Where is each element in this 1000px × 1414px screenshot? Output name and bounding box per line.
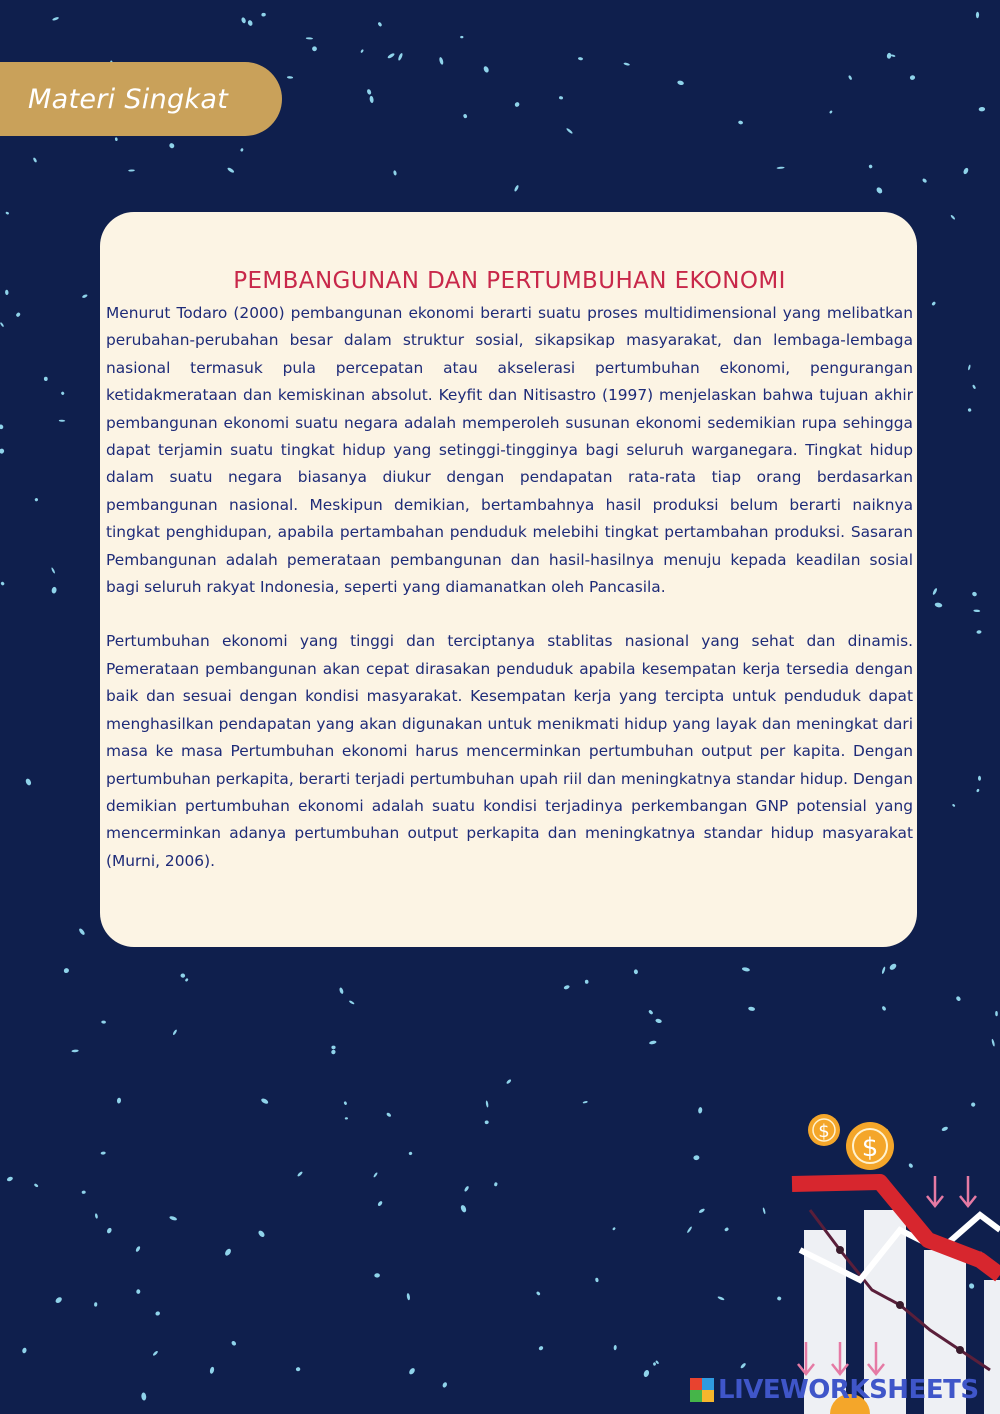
- speckle-dot: [224, 1248, 232, 1257]
- speckle-dot: [971, 591, 977, 597]
- speckle-dot: [563, 985, 570, 991]
- speckle-dot: [369, 96, 374, 104]
- svg-text:$: $: [861, 1133, 879, 1163]
- speckle-dot: [408, 1367, 416, 1375]
- speckle-dot: [0, 424, 4, 431]
- speckle-dot: [5, 211, 9, 215]
- speckle-dot: [343, 1101, 347, 1105]
- speckle-dot: [976, 630, 981, 634]
- speckle-dot: [724, 1227, 729, 1232]
- paragraph-2: Pertumbuhan ekonomi yang tinggi dan terciptanya stablitas nasional yang sehat dan dinamis. Pemerataan pembangunan akan cepat dirasakan penduduk apabila kesempatan kerja tersedia dengan baik dan sesuai dengan kondisi masyarakat. Kesempatan kerja yang tercipta untuk penduduk dapat menghasilkan pendapatan yang akan digunakan untuk menikmati hidup yang layak dan meningkat dari masa ke masa Pertumbuhan ekonomi harus mencerminkan pertumbuhan output per kapita. Dengan pertumbuhan perkapita, berarti terjadi pertumbuhan upah riil dan meningkatnya standar hidup. Dengan demikian pertumbuhan ekonomi adalah suatu kondisi terjadinya perkembangan GNP potensial yang mencerminkan adanya pertumbuhan output perkapita dan meningkatnya standar hidup masyarakat (Murni, 2006).: [106, 632, 913, 870]
- speckle-dot: [408, 1151, 412, 1155]
- tab-label: Materi Singkat: [28, 83, 229, 115]
- speckle-dot: [439, 57, 444, 65]
- speckle-dot: [514, 101, 520, 107]
- speckle-dot: [978, 776, 981, 781]
- speckle-dot: [387, 52, 395, 59]
- speckle-dot: [950, 214, 956, 220]
- speckle-dot: [648, 1009, 654, 1015]
- speckle-dot: [297, 1171, 303, 1177]
- speckle-dot: [95, 1213, 99, 1219]
- speckle-dot: [172, 1029, 177, 1036]
- speckle-dot: [406, 1293, 410, 1301]
- speckle-dot: [483, 65, 490, 73]
- speckle-dot: [643, 1369, 650, 1378]
- speckle-dot: [374, 1273, 380, 1278]
- speckle-dot: [762, 1207, 766, 1214]
- speckle-dot: [247, 19, 253, 26]
- speckle-dot: [61, 391, 65, 395]
- speckle-dot: [227, 167, 235, 174]
- speckle-dot: [386, 1112, 392, 1118]
- speckle-dot: [117, 1097, 122, 1103]
- speckle-dot: [922, 178, 928, 184]
- liveworksheets-logo: [690, 1378, 714, 1402]
- speckle-dot: [460, 1204, 467, 1213]
- speckle-dot: [634, 969, 639, 974]
- speckle-dot: [393, 170, 397, 176]
- speckle-dot: [209, 1366, 215, 1374]
- speckle-dot: [777, 166, 785, 169]
- speckle-dot: [135, 1246, 141, 1253]
- speckle-dot: [649, 1040, 657, 1045]
- speckle-dot: [886, 53, 891, 59]
- speckle-dot: [377, 1200, 383, 1207]
- speckle-dot: [693, 1155, 699, 1160]
- speckle-dot: [952, 803, 956, 807]
- speckle-dot: [740, 1362, 747, 1369]
- speckle-dot: [59, 420, 65, 422]
- speckle-dot: [141, 1392, 147, 1400]
- speckle-dot: [612, 1227, 616, 1231]
- svg-text:$: $: [818, 1121, 830, 1142]
- speckle-dot: [875, 186, 883, 194]
- speckle-dot: [464, 1185, 470, 1192]
- speckle-dot: [296, 1367, 301, 1372]
- speckle-dot: [514, 185, 520, 192]
- paragraph-1: Menurut Todaro (2000) pembangunan ekonomi berarti suatu proses multidimensional yang melibatkan perubahan-perubahan besar dalam struktur sosial, sikapsikap masyarakat, dan lembaga-lembaga nasional termasuk pula percepatan atau akselerasi pertumbuhan ekonomi, pengurangan ketidakmerataan dan kemiskinan absolut. Keyfit dan Nitisastro (1997) menjelaskan bahwa tujuan akhir pembangunan ekonomi suatu negara adalah memperoleh susunan ekonomi sedemikian rupa sehingga dapat terjamin suatu tingkat hidup yang setinggi-tingginya bagi seluruh warganegara. Tingkat hidup dalam suatu negara biasanya diukur dengan pendapatan rata-rata tiap orang berdasarkan pembangunan nasional. Meskipun demikian, bertambahnya hasil produksi belum berarti naiknya tingkat penghidupan, apabila pertambahan penduduk melebihi tingkat pertambahan produksi. Sasaran Pembangunan adalah pemerataan pembangunan dan hasil-hasilnya menuju kepada keadilan sosial bagi seluruh rakyat Indonesia, seperti yang diamanatkan oleh Pancasila.: [106, 304, 913, 597]
- speckle-dot: [578, 57, 583, 61]
- speckle-dot: [339, 987, 344, 994]
- speckle-dot: [22, 1347, 28, 1353]
- speckle-dot: [106, 1227, 112, 1234]
- speckle-dot: [115, 137, 118, 141]
- speckle-dot: [0, 322, 4, 327]
- speckle-dot: [71, 1049, 78, 1052]
- trend-point: [956, 1346, 964, 1354]
- declining-economy-chart-icon: [780, 1100, 1000, 1414]
- speckle-dot: [655, 1018, 662, 1024]
- speckle-dot: [6, 1176, 13, 1182]
- speckle-dot: [231, 1340, 237, 1346]
- speckle-dot: [331, 1045, 335, 1049]
- speckle-dot: [54, 1296, 62, 1304]
- speckle-dot: [169, 1215, 178, 1221]
- materi-singkat-tab: [0, 62, 282, 136]
- speckle-dot: [595, 1277, 599, 1282]
- speckle-dot: [686, 1226, 692, 1233]
- coin-icon: [808, 1114, 840, 1146]
- speckle-dot: [738, 120, 743, 125]
- speckle-dot: [653, 1362, 656, 1366]
- speckle-dot: [257, 1229, 266, 1238]
- speckle-dot: [312, 46, 317, 51]
- speckle-dot: [881, 1005, 886, 1011]
- speckle-dot: [968, 364, 971, 370]
- speckle-dot: [168, 142, 175, 149]
- speckle-dot: [82, 1190, 86, 1194]
- speckle-dot: [51, 586, 57, 593]
- speckle-dot: [698, 1107, 703, 1114]
- watermark-text: LIVEWORKSHEETS: [718, 1375, 979, 1405]
- speckle-dot: [829, 110, 833, 114]
- speckle-dot: [934, 602, 942, 608]
- speckle-dot: [585, 980, 589, 984]
- speckle-dot: [240, 148, 244, 152]
- speckle-dot: [360, 49, 364, 53]
- speckle-dot: [155, 1311, 161, 1317]
- speckle-dot: [559, 96, 563, 100]
- speckle-dot: [881, 966, 886, 974]
- speckle-dot: [373, 1172, 378, 1178]
- speckle-dot: [484, 1120, 489, 1124]
- liveworksheets-watermark: [690, 1375, 979, 1405]
- speckle-dot: [463, 113, 468, 118]
- speckle-dot: [185, 978, 189, 982]
- speckle-dot: [44, 377, 48, 381]
- speckle-dot: [287, 76, 293, 79]
- speckle-dot: [848, 75, 853, 80]
- speckle-dot: [991, 1039, 995, 1047]
- speckle-dot: [5, 290, 9, 295]
- speckle-dot: [868, 164, 873, 169]
- speckle-dot: [536, 1291, 541, 1296]
- speckle-dot: [698, 1208, 705, 1214]
- speckle-dot: [442, 1382, 448, 1389]
- speckle-dot: [349, 1000, 355, 1005]
- speckle-dot: [972, 384, 976, 389]
- speckle-dot: [889, 963, 898, 972]
- speckle-dot: [717, 1296, 725, 1301]
- speckle-dot: [51, 567, 56, 574]
- speckle-dot: [538, 1345, 544, 1351]
- speckle-dot: [623, 62, 630, 66]
- speckle-dot: [34, 1183, 39, 1188]
- speckle-dot: [976, 788, 980, 792]
- speckle-dot: [963, 167, 970, 175]
- speckle-dot: [94, 1302, 97, 1307]
- speckle-dot: [366, 89, 372, 96]
- speckle-dot: [34, 498, 38, 502]
- speckle-dot: [261, 13, 266, 17]
- speckle-dot: [932, 588, 938, 596]
- speckle-dot: [52, 16, 59, 21]
- coin-icon: [846, 1122, 894, 1170]
- speckle-dot: [485, 1100, 488, 1107]
- speckle-dot: [101, 1020, 106, 1023]
- speckle-dot: [742, 967, 751, 972]
- speckle-dot: [566, 127, 574, 134]
- speckle-dot: [136, 1289, 140, 1294]
- speckle-dot: [613, 1345, 616, 1350]
- speckle-dot: [460, 36, 463, 38]
- speckle-dot: [583, 1101, 588, 1104]
- card-title: PEMBANGUNAN DAN PERTUMBUHAN EKONOMI: [233, 268, 786, 294]
- speckle-dot: [128, 169, 135, 171]
- speckle-dot: [25, 778, 32, 786]
- speckle-dot: [15, 312, 21, 318]
- trend-point: [836, 1246, 844, 1254]
- speckle-dot: [82, 294, 88, 299]
- speckle-dot: [909, 75, 915, 81]
- speckle-dot: [180, 973, 185, 978]
- speckle-dot: [748, 1006, 755, 1011]
- speckle-dot: [33, 157, 38, 163]
- speckle-dot: [330, 1049, 336, 1055]
- speckle-dot: [306, 37, 313, 39]
- trend-point: [896, 1301, 904, 1309]
- speckle-dot: [995, 1011, 998, 1016]
- speckle-dot: [494, 1182, 498, 1187]
- content-card: [100, 212, 917, 947]
- speckle-dot: [241, 17, 247, 24]
- speckle-dot: [979, 107, 986, 112]
- speckle-dot: [976, 12, 979, 18]
- speckle-dot: [377, 22, 382, 28]
- speckle-dot: [931, 301, 936, 306]
- speckle-dot: [955, 995, 961, 1001]
- speckle-dot: [0, 448, 5, 454]
- speckle-dot: [260, 1097, 269, 1104]
- speckle-dot: [78, 928, 86, 936]
- speckle-dot: [0, 581, 5, 586]
- speckle-dot: [968, 408, 972, 412]
- chart-bar: [984, 1280, 1000, 1414]
- speckle-dot: [973, 609, 980, 612]
- speckle-dot: [506, 1079, 512, 1085]
- speckle-dot: [397, 53, 403, 62]
- speckle-dot: [101, 1151, 106, 1155]
- speckle-dot: [345, 1117, 348, 1120]
- speckle-dot: [63, 967, 70, 974]
- speckle-dot: [152, 1350, 158, 1356]
- speckle-dot: [891, 54, 896, 57]
- speckle-dot: [677, 80, 684, 86]
